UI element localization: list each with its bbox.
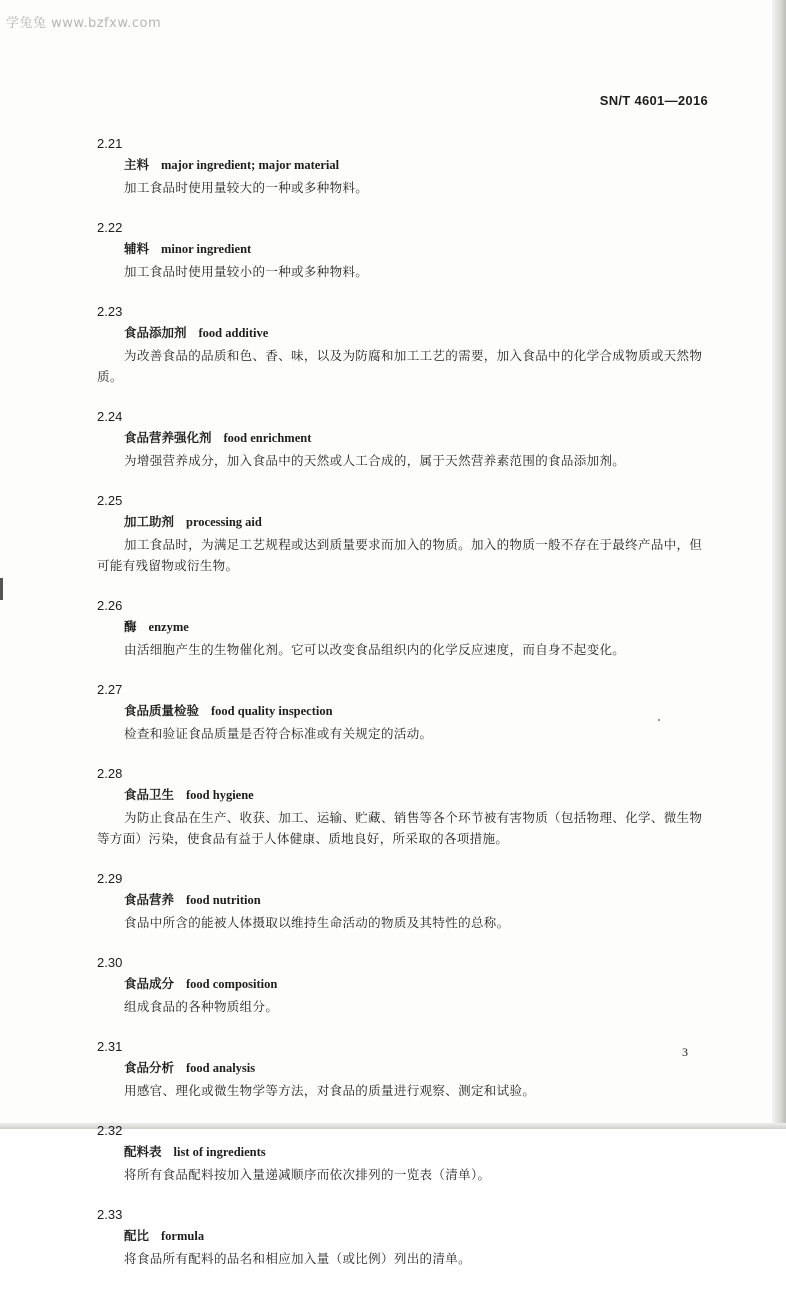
- term-entry: [0, 955, 786, 1039]
- term-definition: 加工食品时使用量较大的一种或多种物料。: [124, 180, 369, 195]
- term-chinese: 配比: [124, 1228, 150, 1243]
- term-entry: [0, 304, 786, 409]
- term-number: 2.31: [97, 1039, 123, 1054]
- page-number: 3: [682, 1045, 688, 1059]
- term-english: food additive: [198, 326, 269, 340]
- term-entry: [0, 1039, 786, 1123]
- term-entry: [0, 682, 786, 766]
- term-chinese: 配料表: [124, 1144, 162, 1159]
- term-number: 2.32: [97, 1123, 123, 1138]
- standard-code: SN/T 4601—2016: [599, 93, 708, 108]
- term-heading: [124, 430, 311, 446]
- term-heading: [124, 325, 268, 341]
- term-chinese: 酶: [124, 619, 137, 634]
- term-definition: 食品中所含的能被人体摄取以维持生命活动的物质及其特性的总称。: [124, 915, 510, 930]
- term-definition: 为增强营养成分，加入食品中的天然或人工合成的，属于天然营养素范围的食品添加剂。: [124, 453, 626, 468]
- term-definition: 为改善食品的品质和色、香、味，以及为防腐和加工工艺的需要，加入食品中的化学合成物质或天然物质。: [97, 348, 703, 384]
- term-english: food quality inspection: [211, 704, 333, 718]
- term-definition: 检查和验证食品质量是否符合标准或有关规定的活动。: [124, 726, 433, 741]
- term-definition: 用感官、理化或微生物学等方法，对食品的质量进行观察、测定和试验。: [124, 1083, 536, 1098]
- term-english: food hygiene: [186, 788, 254, 802]
- term-number: 2.33: [97, 1207, 123, 1222]
- term-heading: [124, 619, 189, 635]
- term-number: 2.24: [97, 409, 123, 424]
- term-heading: [124, 1060, 255, 1076]
- term-number: 2.27: [97, 682, 123, 697]
- term-number: 2.28: [97, 766, 123, 781]
- term-number: 2.22: [97, 220, 123, 235]
- term-chinese: 主料: [124, 157, 150, 172]
- term-number: 2.23: [97, 304, 123, 319]
- term-entry: [0, 136, 786, 220]
- term-heading: [124, 157, 339, 173]
- term-heading: [124, 703, 333, 719]
- term-definition: 为防止食品在生产、收获、加工、运输、贮藏、销售等各个环节被有害物质（包括物理、化学、微生物等方面）污染，使食品有益于人体健康、质地良好，所采取的各项措施。: [97, 810, 703, 846]
- term-english: enzyme: [148, 620, 189, 634]
- term-chinese: 食品分析: [124, 1060, 175, 1075]
- term-entry: [0, 1207, 786, 1291]
- term-entry: [0, 409, 786, 493]
- scan-speck: [658, 719, 660, 721]
- term-english: minor ingredient: [161, 242, 252, 256]
- term-number: 2.30: [97, 955, 123, 970]
- term-entry: [0, 871, 786, 955]
- term-definition: 加工食品时，为满足工艺规程或达到质量要求而加入的物质。加入的物质一般不存在于最终产品中，但可能有残留物或衍生物。: [97, 537, 703, 573]
- term-english: list of ingredients: [173, 1145, 266, 1159]
- term-number: 2.29: [97, 871, 123, 886]
- term-number: 2.21: [97, 136, 123, 151]
- term-entry: [0, 220, 786, 304]
- term-heading: [124, 787, 254, 803]
- term-english: formula: [161, 1229, 205, 1243]
- term-heading: [124, 241, 251, 257]
- term-english: food enrichment: [223, 431, 312, 445]
- term-english: food nutrition: [186, 893, 261, 907]
- term-english: processing aid: [186, 515, 262, 529]
- term-chinese: 食品卫生: [124, 787, 175, 802]
- term-chinese: 食品添加剂: [124, 325, 187, 340]
- term-english: major ingredient; major material: [161, 158, 340, 172]
- term-heading: [124, 892, 261, 908]
- term-list: [0, 136, 786, 1291]
- term-number: 2.25: [97, 493, 123, 508]
- term-number: 2.26: [97, 598, 123, 613]
- term-definition: 将食品所有配料的品名和相应加入量（或比例）列出的清单。: [124, 1251, 471, 1266]
- term-chinese: 加工助剂: [124, 514, 175, 529]
- term-entry: [0, 598, 786, 682]
- term-definition: 由活细胞产生的生物催化剂。它可以改变食品组织内的化学反应速度，而自身不起变化。: [124, 642, 626, 657]
- watermark: 学兔兔 www.bzfxw.com: [6, 16, 162, 31]
- term-chinese: 食品营养强化剂: [124, 430, 212, 445]
- term-entry: [0, 493, 786, 598]
- term-heading: [124, 514, 262, 530]
- term-english: food analysis: [186, 1061, 256, 1075]
- term-entry: [0, 1123, 786, 1207]
- term-definition: 将所有食品配料按加入量递减顺序而依次排列的一览表（清单）。: [124, 1167, 491, 1182]
- term-heading: [124, 1228, 204, 1244]
- term-chinese: 食品营养: [124, 892, 175, 907]
- term-chinese: 食品质量检验: [124, 703, 200, 718]
- term-definition: 组成食品的各种物质组分。: [124, 999, 279, 1014]
- term-chinese: 辅料: [124, 241, 150, 256]
- term-english: food composition: [186, 977, 278, 991]
- term-heading: [124, 976, 277, 992]
- term-chinese: 食品成分: [124, 976, 175, 991]
- term-entry: [0, 766, 786, 871]
- term-definition: 加工食品时使用量较小的一种或多种物料。: [124, 264, 369, 279]
- term-heading: [124, 1144, 266, 1160]
